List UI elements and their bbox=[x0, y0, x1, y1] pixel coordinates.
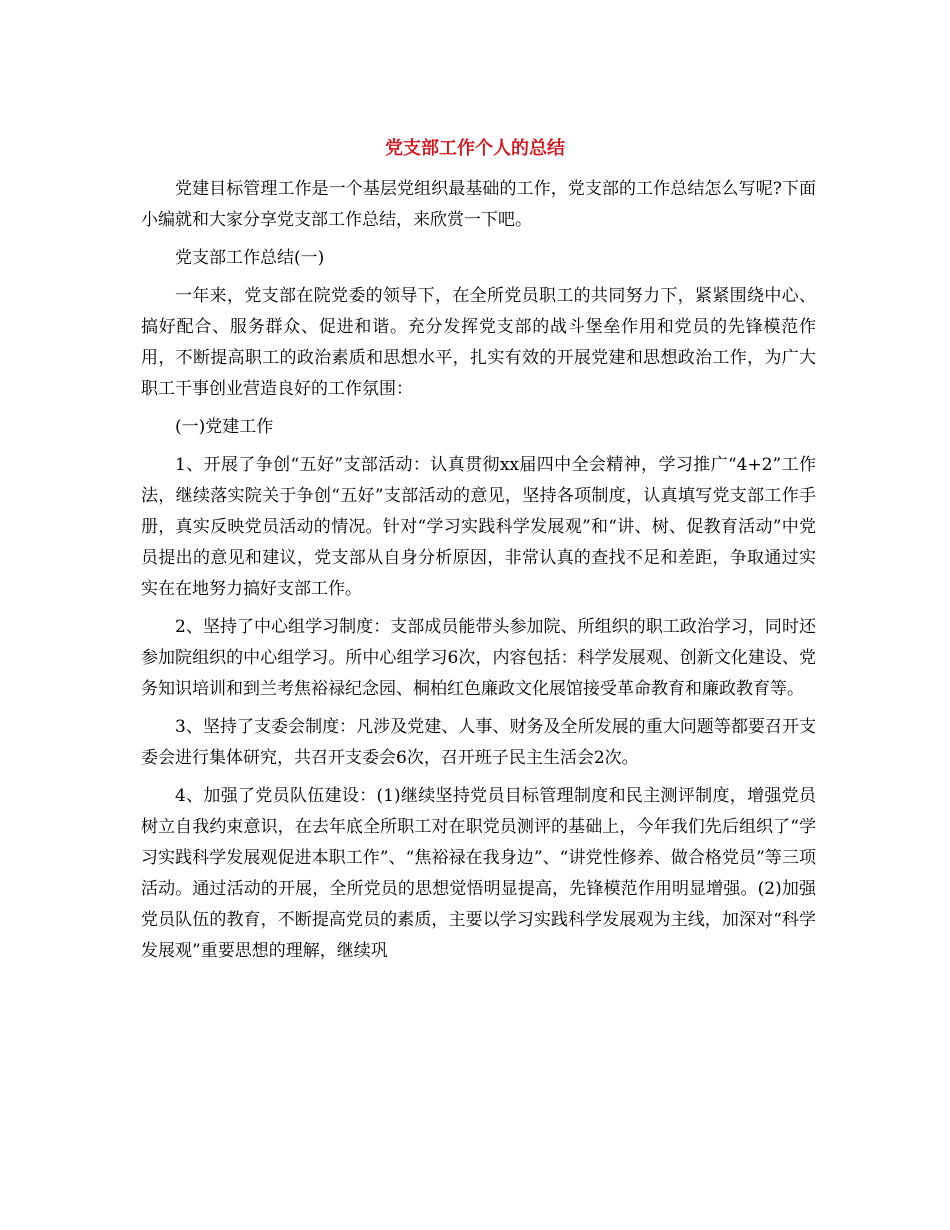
paragraph-item-3: 3、坚持了支委会制度：凡涉及党建、人事、财务及全所发展的重大问题等都要召开支委会进行集体研究，共召开支委会6次，召开班子民主生活会2次。 bbox=[141, 717, 816, 768]
paragraph-overview: 一年来，党支部在院党委的领导下，在全所党员职工的共同努力下，紧紧围绕中心、搞好配合、服务群众、促进和谐。充分发挥党支部的战斗堡垒作用和党员的先锋模范作用，不断提高职工的政治素质和思想水平，扎实有效的开展党建和思想政治工作，为广大职工干事创业营造良好的工作氛围： bbox=[141, 286, 816, 399]
paragraph-item-1: 1、开展了争创“五好”支部活动：认真贯彻xx届四中全会精神，学习推广“4+2”工作法，继续落实院关于争创“五好”支部活动的意见，坚持各项制度，认真填写党支部工作手册，真实反映党员活动的情况。针对“学习实践科学发展观”和“讲、树、促教育活动”中党员提出的意见和建议，党支部从自身分析原因，非常认真的查找不足和差距，争取通过实实在在地努力搞好支部工作。 bbox=[141, 455, 816, 599]
document-body bbox=[141, 174, 816, 974]
subsection-heading: (一)党建工作 bbox=[175, 417, 274, 437]
paragraph-intro: 党建目标管理工作是一个基层党组织最基础的工作，党支部的工作总结怎么写呢?下面小编就和大家分享党支部工作总结，来欣赏一下吧。 bbox=[141, 179, 816, 230]
section-heading: 党支部工作总结(一) bbox=[175, 248, 325, 268]
document-title: 党支部工作个人的总结 bbox=[385, 138, 565, 159]
paragraph-item-2: 2、坚持了中心组学习制度：支部成员能带头参加院、所组织的职工政治学习，同时还参加院组织的中心组学习。所中心组学习6次，内容包括：科学发展观、创新文化建设、党务知识培训和到兰考焦裕禄纪念园、桐柏红色廉政文化展馆接受革命教育和廉政教育等。 bbox=[141, 617, 816, 699]
paragraph-item-4: 4、加强了党员队伍建设：(1)继续坚持党员目标管理制度和民主测评制度，增强党员树立自我约束意识，在去年底全所职工对在职党员测评的基础上，今年我们先后组织了“学习实践科学发展观促进本职工作”、“焦裕禄在我身边”、“讲党性修养、做合格党员”等三项活动。通过活动的开展，全所党员的思想觉悟明显提高，先锋模范作用明显增强。(2)加强党员队伍的教育，不断提高党员的素质，主要以学习实践科学发展观为主线，加深对“科学发展观”重要思想的理解，继续巩 bbox=[141, 786, 816, 961]
